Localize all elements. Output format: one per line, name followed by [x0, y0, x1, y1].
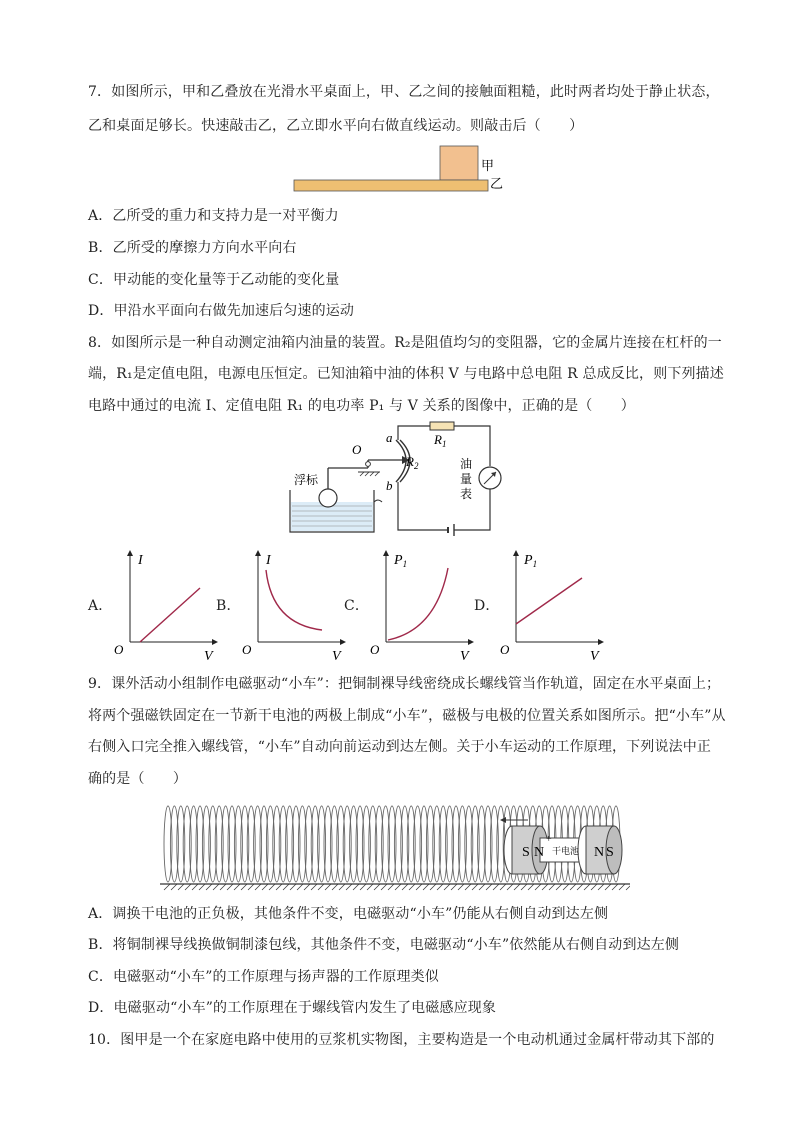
table-hatch [535, 884, 541, 890]
graph-c-ysub: 1 [402, 559, 408, 569]
svg-text:P1 [393, 553, 407, 569]
table-hatch [332, 884, 338, 890]
label-a: a [386, 430, 393, 445]
graph-a-xlabel: V [204, 649, 213, 662]
q10-stem-line1: 10．图甲是一个在家庭电路中使用的豆浆机实物图，主要构造是一个电动机通过金属杆带动其下部的 [88, 1032, 715, 1048]
table-hatch [353, 884, 359, 890]
table-hatch [416, 884, 422, 890]
q8-option-c-label: C． [344, 598, 370, 614]
q8-option-b-label: B． [216, 598, 241, 614]
right-magnet-N: N [594, 845, 605, 860]
q8-option-a-label: A． [88, 598, 113, 614]
graph-a-ylabel: I [138, 553, 143, 568]
q7-option-d: D．甲沿水平面向右做先加速后匀速的运动 [88, 303, 355, 319]
block-jia [440, 146, 478, 180]
table-hatch [465, 884, 471, 890]
q7-option-a: A．乙所受的重力和支持力是一对平衡力 [88, 208, 339, 224]
label-R1: R [434, 432, 442, 447]
meter-label-2: 量 [460, 472, 473, 486]
label-R1-sub: 1 [441, 439, 447, 449]
label-O: O [352, 442, 362, 457]
q7-stem-line2: 乙和桌面足够长。快速敲击乙，乙立即水平向右做直线运动。则敲击后（ ） [88, 118, 584, 134]
table-hatch [458, 884, 464, 890]
q8-graph-b [236, 546, 346, 662]
table-hatch [290, 884, 296, 890]
q9-option-a: A．调换干电池的正负极，其他条件不变，电磁驱动“小车”仍能从右侧自动到达左侧 [88, 906, 609, 922]
table-hatch [472, 884, 478, 890]
q8-graph-c [364, 546, 474, 662]
table-hatch [220, 884, 226, 890]
table-hatch [423, 884, 429, 890]
table-hatch [192, 884, 198, 890]
q9-option-c: C．电磁驱动“小车”的工作原理与扬声器的工作原理类似 [88, 969, 439, 985]
board-yi [294, 180, 488, 191]
graph-c-xlabel: V [460, 649, 469, 662]
table-hatch [206, 884, 212, 890]
table-hatch [521, 884, 527, 890]
graph-c-origin: O [370, 642, 380, 657]
table-hatch [556, 884, 562, 890]
q7-option-c: C．甲动能的变化量等于乙动能的变化量 [88, 272, 340, 288]
table-hatch [619, 884, 625, 890]
table-hatch [591, 884, 597, 890]
table-hatch [269, 884, 275, 890]
q8-stem-line1: 8．如图所示是一种自动测定油箱内油量的装置。R₂是阻值均匀的变阻器，它的金属片连接在杠杆的一 [88, 335, 722, 351]
table-hatch [346, 884, 352, 890]
table-hatch [360, 884, 366, 890]
float-ball [319, 489, 337, 507]
table-hatch [493, 884, 499, 890]
graph-b-ylabel: I [266, 553, 271, 568]
left-magnet-N: N [534, 845, 545, 860]
table-hatch [430, 884, 436, 890]
graph-a-origin: O [114, 642, 124, 657]
graph-b-origin: O [242, 642, 252, 657]
q9-stem-line1: 9．课外活动小组制作电磁驱动“小车”：把铜制裸导线密绕成长螺线管当作轨道，固定在水平桌面上； [88, 676, 721, 692]
table-hatch [549, 884, 555, 890]
table-hatch [507, 884, 513, 890]
table-hatch [605, 884, 611, 890]
graph-c-ylabel: P [394, 553, 403, 568]
left-magnet-S: S [522, 845, 530, 860]
table-hatch [570, 884, 576, 890]
battery-label: 干电池 [552, 847, 580, 857]
q9-stem-line2: 将两个强磁铁固定在一节新干电池的两极上制成“小车”，磁极与电极的位置关系如图所示。把“小车”从 [88, 708, 726, 724]
q8-circuit-diagram [284, 420, 510, 542]
table-hatch [248, 884, 254, 890]
float-label: 浮标 [294, 473, 319, 487]
table-hatch [542, 884, 548, 890]
q8-graph-d [494, 546, 604, 662]
table-hatch [325, 884, 331, 890]
graph-c-curve [388, 568, 448, 640]
table-hatch [409, 884, 415, 890]
table-hatch [381, 884, 387, 890]
label-jia: 甲 [481, 159, 495, 174]
table-hatch [171, 884, 177, 890]
table-hatch [577, 884, 583, 890]
q9-solenoid-figure [160, 798, 630, 892]
q8-option-d-label: D． [474, 598, 500, 614]
table-hatch [395, 884, 401, 890]
table-hatch [304, 884, 310, 890]
table-hatch [234, 884, 240, 890]
table-hatch [486, 884, 492, 890]
graph-b-xlabel: V [332, 649, 341, 662]
table-hatch [437, 884, 443, 890]
table-hatch [367, 884, 373, 890]
graph-a-curve [140, 588, 200, 642]
table-hatch [213, 884, 219, 890]
table-hatch [311, 884, 317, 890]
table-hatch [402, 884, 408, 890]
graph-b-curve [266, 570, 322, 630]
q7-block-figure [288, 142, 508, 194]
label-b: b [386, 478, 393, 493]
table-hatch [374, 884, 380, 890]
q9-stem-line3: 右侧入口完全推入螺线管，“小车”自动向前运动到达左侧。关于小车运动的工作原理，下列说法中正 [88, 739, 712, 755]
graph-d-xlabel: V [590, 649, 599, 662]
table-hatch [528, 884, 534, 890]
label-yi: 乙 [490, 177, 504, 192]
right-magnet-S: S [606, 845, 614, 860]
table-hatch [227, 884, 233, 890]
q9-stem-line4: 确的是（ ） [88, 771, 188, 787]
table-hatch [164, 884, 170, 890]
table-hatch [241, 884, 247, 890]
q7-option-b: B．乙所受的摩擦力方向水平向右 [88, 240, 297, 256]
q8-graph-a [108, 546, 218, 662]
table-hatch [451, 884, 457, 890]
svg-text:R2 [405, 454, 419, 471]
table-hatch [339, 884, 345, 890]
graph-d-ysub: 1 [532, 559, 538, 569]
meter-label-1: 油 [460, 457, 473, 471]
table-hatch [563, 884, 569, 890]
table-hatch [262, 884, 268, 890]
table-hatch [444, 884, 450, 890]
table-hatch [283, 884, 289, 890]
q8-stem-line3: 电路中通过的电流 I、定值电阻 R₁ 的电功率 P₁ 与 V 关系的图像中，正确的是（ ） [88, 398, 635, 414]
svg-text:R1 [433, 432, 446, 449]
graph-d-curve [516, 578, 582, 624]
table-hatch [388, 884, 394, 890]
q8-stem-line2: 端，R₁是定值电阻，电源电压恒定。已知油箱中油的体积 V 与电路中总电阻 R 总成反比，则下列描述 [88, 366, 724, 382]
meter-label-3: 表 [460, 487, 473, 501]
table-hatch [297, 884, 303, 890]
table-hatch [479, 884, 485, 890]
table-hatch [584, 884, 590, 890]
graph-d-origin: O [500, 642, 510, 657]
battery-plus: + [546, 834, 552, 845]
q9-option-b: B．将铜制裸导线换做铜制漆包线，其他条件不变，电磁驱动“小车”依然能从右侧自动到达左侧 [88, 937, 680, 953]
table-hatch [318, 884, 324, 890]
q9-option-d: D．电磁驱动“小车”的工作原理在于螺线管内发生了电磁感应现象 [88, 1000, 497, 1016]
table-hatch [626, 884, 630, 890]
table-hatch [514, 884, 520, 890]
table-hatch [185, 884, 191, 890]
table-hatch [500, 884, 506, 890]
q7-stem-line1: 7．如图所示，甲和乙叠放在光滑水平桌面上，甲、乙之间的接触面粗糙，此时两者均处于静止状态， [88, 84, 720, 100]
table-hatch [612, 884, 618, 890]
label-R2-sub: 2 [413, 461, 419, 471]
resistor-R1 [430, 422, 454, 430]
table-hatch [276, 884, 282, 890]
table-hatch [598, 884, 604, 890]
graph-d-ylabel: P [524, 553, 533, 568]
label-R2: R [406, 454, 414, 469]
table-hatch [178, 884, 184, 890]
table-hatch [255, 884, 261, 890]
svg-text:P1 [523, 553, 537, 569]
table-hatch [199, 884, 205, 890]
